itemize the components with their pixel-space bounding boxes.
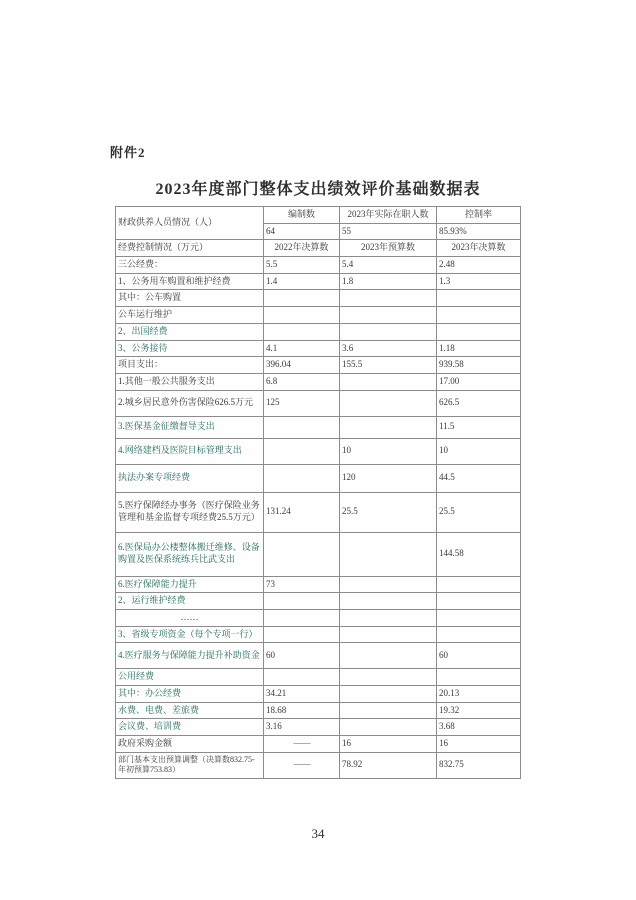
table-cell: 2023年决算数	[437, 240, 521, 257]
table-cell-empty	[264, 323, 340, 340]
table-cell-empty	[340, 307, 437, 324]
table-cell: 部门基本支出预算调整（决算数832.75-年初预算753.83）	[116, 752, 264, 778]
table-cell-empty	[437, 593, 521, 610]
table-cell: 73	[264, 576, 340, 593]
table-cell: 其中：公车购置	[116, 290, 264, 307]
table-row	[116, 532, 521, 576]
table-cell: 6.医保局办公楼整体搬迁维修、设备购置及医保系统练兵比武支出	[116, 532, 264, 576]
table-cell: 16	[340, 736, 437, 753]
table-cell: 2.48	[437, 257, 521, 274]
table-cell: 2023年预算数	[340, 240, 437, 257]
table-cell-empty	[340, 609, 437, 626]
table-cell: 131.24	[264, 492, 340, 532]
table-cell: 125	[264, 390, 340, 416]
table-cell: 3.68	[437, 719, 521, 736]
table-cell: 396.04	[264, 357, 340, 374]
table-cell: 6.医疗保障能力提升	[116, 576, 264, 593]
table-cell-empty	[264, 593, 340, 610]
table-cell: 18.68	[264, 702, 340, 719]
table-cell: 11.5	[437, 416, 521, 438]
table-cell: 25.5	[340, 492, 437, 532]
table-cell: 55	[340, 223, 437, 240]
table-row	[116, 357, 521, 374]
page-title: 2023年度部门整体支出绩效评价基础数据表	[155, 181, 481, 198]
table-cell: 其中：办公经费	[116, 686, 264, 703]
table-cell: 控制率	[437, 207, 521, 224]
table-cell: 1.8	[340, 273, 437, 290]
table-row	[116, 626, 521, 643]
table-cell-empty	[340, 290, 437, 307]
table-cell: 1、公务用车购置和维护经费	[116, 273, 264, 290]
table-cell: 1.18	[437, 340, 521, 357]
table-cell: 60	[264, 643, 340, 669]
table-cell-empty	[340, 373, 437, 390]
table-row	[116, 307, 521, 324]
table-row	[116, 257, 521, 274]
page-number: 34	[311, 826, 325, 841]
table-cell: 832.75	[437, 752, 521, 778]
table-cell: ……	[116, 609, 264, 626]
table-row	[116, 207, 521, 224]
table-cell: 水费、电费、差旅费	[116, 702, 264, 719]
table-cell-empty	[264, 416, 340, 438]
table-cell: 经费控制情况（万元）	[116, 240, 264, 257]
table-cell: 144.58	[437, 532, 521, 576]
table-row	[116, 752, 521, 778]
table-cell: 三公经费：	[116, 257, 264, 274]
table-cell: 17.00	[437, 373, 521, 390]
table-cell: 34.21	[264, 686, 340, 703]
table-cell: 2023年实际在职人数	[340, 207, 437, 224]
table-row	[116, 492, 521, 532]
table-cell-empty	[437, 669, 521, 686]
table-cell-empty	[437, 323, 521, 340]
table-cell: 16	[437, 736, 521, 753]
table-row	[116, 438, 521, 464]
table-cell: 会议费、培训费	[116, 719, 264, 736]
table-cell: 4.医疗服务与保障能力提升补助资金	[116, 643, 264, 669]
table-cell: ——	[264, 736, 340, 753]
table-cell-empty	[437, 290, 521, 307]
table-cell: 5.医疗保障经办事务（医疗保险业务管理和基金监督专项经费25.5万元）	[116, 492, 264, 532]
table-cell: 编制数	[264, 207, 340, 224]
table-cell: 44.5	[437, 464, 521, 492]
table-cell-empty	[437, 626, 521, 643]
table-cell-empty	[340, 669, 437, 686]
table-cell-empty	[264, 669, 340, 686]
table-cell-empty	[264, 307, 340, 324]
table-cell-empty	[340, 719, 437, 736]
table-cell: 4.网络建档及医院目标管理支出	[116, 438, 264, 464]
table-cell: 1.其他一般公共服务支出	[116, 373, 264, 390]
table-row	[116, 576, 521, 593]
table-cell-empty	[340, 593, 437, 610]
table-row	[116, 464, 521, 492]
table-row	[116, 273, 521, 290]
table-cell: 1.4	[264, 273, 340, 290]
table-cell: 公车运行维护	[116, 307, 264, 324]
table-cell: 政府采购金额	[116, 736, 264, 753]
basic-data-table-body	[116, 207, 521, 779]
table-cell-empty	[340, 643, 437, 669]
table-cell: 3、公务接待	[116, 340, 264, 357]
table-cell: 64	[264, 223, 340, 240]
table-row	[116, 719, 521, 736]
table-cell-empty	[264, 626, 340, 643]
table-cell-empty	[264, 464, 340, 492]
table-cell: 626.5	[437, 390, 521, 416]
table-cell: 公用经费	[116, 669, 264, 686]
table-cell: 3.医保基金征缴督导支出	[116, 416, 264, 438]
table-cell-empty	[264, 438, 340, 464]
table-row	[116, 323, 521, 340]
table-cell: 85.93%	[437, 223, 521, 240]
table-cell: 78.92	[340, 752, 437, 778]
table-cell-empty	[340, 323, 437, 340]
table-cell: 财政供养人员情况（人）	[116, 207, 264, 240]
table-cell-empty	[340, 390, 437, 416]
table-cell-empty	[340, 416, 437, 438]
table-cell: 10	[340, 438, 437, 464]
table-row	[116, 609, 521, 626]
table-row	[116, 416, 521, 438]
table-row	[116, 643, 521, 669]
table-row	[116, 373, 521, 390]
table-cell-empty	[340, 576, 437, 593]
table-cell-empty	[340, 532, 437, 576]
table-row	[116, 669, 521, 686]
table-cell: 25.5	[437, 492, 521, 532]
table-row	[116, 390, 521, 416]
table-row	[116, 593, 521, 610]
table-cell: 项目支出：	[116, 357, 264, 374]
table-cell: 2.城乡居民意外伤害保险626.5万元	[116, 390, 264, 416]
table-row	[116, 340, 521, 357]
table-cell-empty	[264, 609, 340, 626]
table-cell-empty	[340, 626, 437, 643]
table-cell-empty	[340, 686, 437, 703]
table-cell: 4.1	[264, 340, 340, 357]
table-row	[116, 686, 521, 703]
table-cell: 20.13	[437, 686, 521, 703]
table-cell: 155.5	[340, 357, 437, 374]
table-cell: 120	[340, 464, 437, 492]
table-cell: 2、运行维护经费	[116, 593, 264, 610]
table-cell: 939.58	[437, 357, 521, 374]
table-cell: 5.4	[340, 257, 437, 274]
table-cell: 19.32	[437, 702, 521, 719]
table-row	[116, 290, 521, 307]
table-cell: 6.8	[264, 373, 340, 390]
table-cell: 1.3	[437, 273, 521, 290]
basic-data-table	[115, 206, 521, 779]
table-cell: 3、省级专项资金（每个专项一行）	[116, 626, 264, 643]
table-cell: 10	[437, 438, 521, 464]
table-cell: 2、出国经费	[116, 323, 264, 340]
table-cell: 2022年决算数	[264, 240, 340, 257]
table-cell-empty	[340, 702, 437, 719]
table-row	[116, 240, 521, 257]
table-cell-empty	[437, 307, 521, 324]
table-cell: 5.5	[264, 257, 340, 274]
table-cell: 3.6	[340, 340, 437, 357]
table-cell-empty	[264, 290, 340, 307]
table-row	[116, 702, 521, 719]
table-cell-empty	[437, 609, 521, 626]
table-cell: 3.16	[264, 719, 340, 736]
table-cell: 60	[437, 643, 521, 669]
table-cell-empty	[437, 576, 521, 593]
table-row	[116, 736, 521, 753]
table-cell: ——	[264, 752, 340, 778]
attachment-label: 附件2	[110, 145, 146, 160]
table-cell: 执法办案专项经费	[116, 464, 264, 492]
table-cell-empty	[264, 532, 340, 576]
